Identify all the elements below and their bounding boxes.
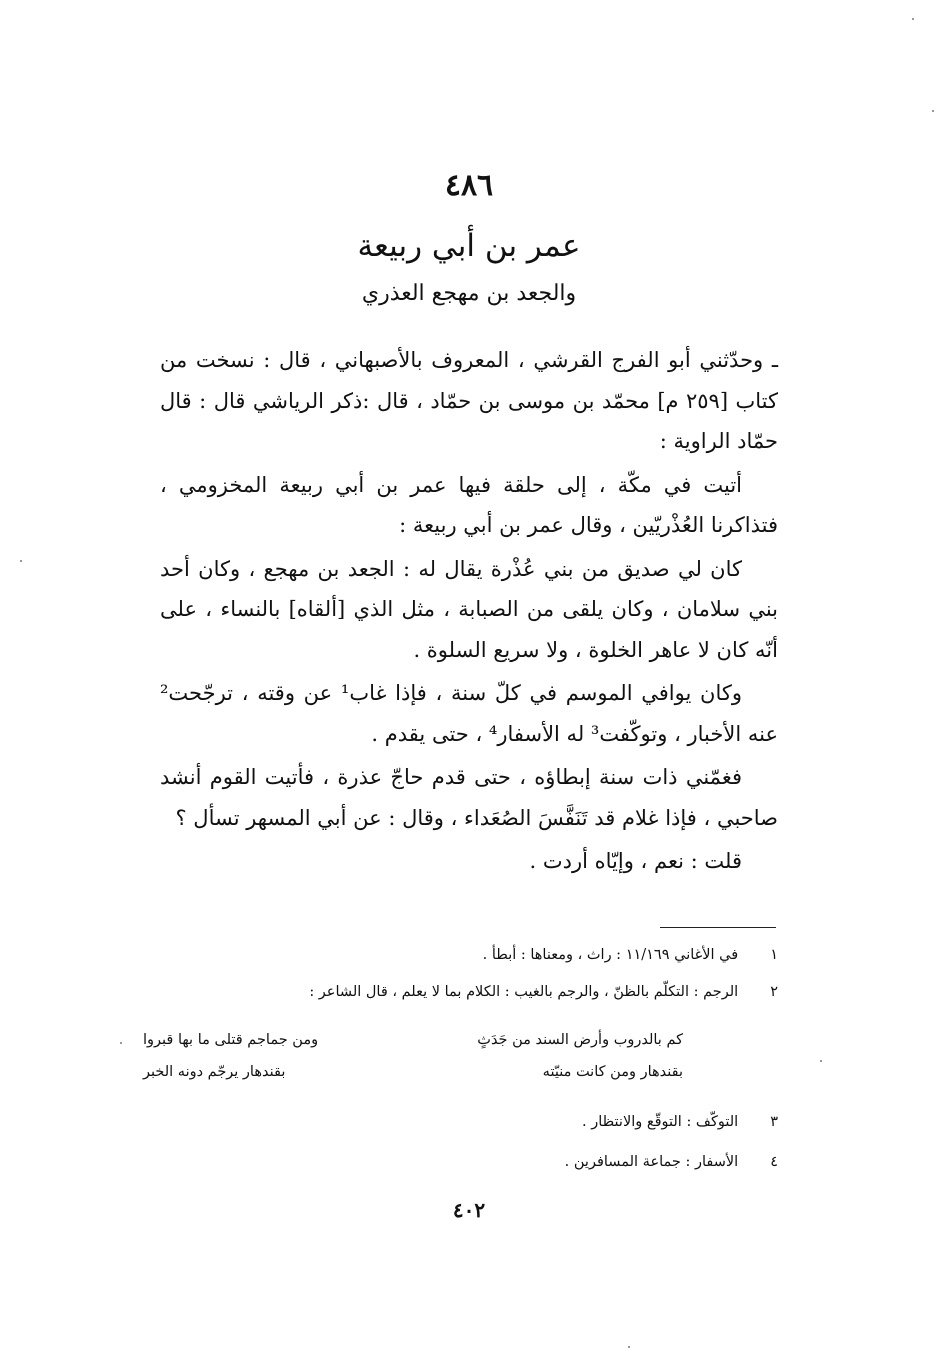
paragraph-1: ـ وحدّثني أبو الفرج القرشي ، المعروف بالأصبهاني ، قال : نسخت من كتاب [٢٥٩ م] محمّد بن موسى بن حمّاد ، قال :ذكر الرياشي قال : قال حمّاد الراوية : <box>160 348 778 453</box>
page-subtitle: والجعد بن مهجع العذري <box>361 281 577 306</box>
footnote-text: في الأغاني ١١/١٦٩ : راث ، ومعناها : أبطأ . <box>482 947 739 963</box>
footnote-number: ١ <box>770 947 778 963</box>
footnote-4 <box>148 1152 778 1172</box>
verse-second-hemistich: ومن جماجم قتلى ما بها قبروا <box>143 1032 319 1048</box>
paper-speck <box>820 1060 822 1062</box>
footnote-text: الرجم : التكلّم بالظنّ ، والرجم بالغيب : الكلام بما لا يعلم ، قال الشاعر : <box>309 984 739 1000</box>
paragraph-3: كان لي صديق من بني عُذْرة يقال له : الجعد بن مهجع ، وكان أحد بني سلامان ، وكان يلقى من الصبابة ، مثل الذي [ألقاه] بالنساء ، على أنّه كان لا عاهر الخلوة ، ولا سريع السلوة . <box>160 556 778 662</box>
paragraph-5: فغمّني ذات سنة إبطاؤه ، حتى قدم حاجّ عذرة ، فأتيت القوم أنشد صاحبي ، فإذا غلام قد تَنَفَّسَ الصُعَداء ، وقال : عن أبي المسهر تسأل ؟ <box>160 765 778 830</box>
paper-speck <box>20 560 22 562</box>
footnote-number: ٣ <box>770 1114 778 1130</box>
footnote-text: التوكّف : التوقّع والانتظار . <box>582 1114 739 1130</box>
poem-verses <box>143 1030 683 1094</box>
verse-first-hemistich: كم بالدروب وأرض السند من جَدَثٍ <box>477 1032 683 1048</box>
footnote-3 <box>148 1112 778 1132</box>
verse-second-hemistich: بقندهار يرجّم دونه الخبر <box>143 1064 286 1080</box>
footnote-2 <box>148 982 778 1002</box>
entry-number: ٤٨٦ <box>444 168 494 203</box>
paper-speck <box>120 1042 122 1044</box>
paper-speck <box>932 110 934 112</box>
paragraph-2: أتيت في مكّة ، إلى حلقة فيها عمر بن أبي ربيعة المخزومي ، فتذاكرنا العُذْريّين ، وقال عمر بن أبي ربيعة : <box>160 472 778 537</box>
page-title: عمر بن أبي ربيعة <box>357 228 581 264</box>
paper-speck <box>912 18 914 20</box>
poem-verse <box>143 1062 683 1082</box>
poem-verse <box>143 1030 683 1050</box>
footnote-1 <box>148 945 778 965</box>
footnote-text: الأسفار : جماعة المسافرين . <box>564 1154 739 1170</box>
body-text <box>160 340 778 882</box>
footnote-number: ٢ <box>770 984 778 1000</box>
page-number: ٤٠٢ <box>452 1198 486 1222</box>
footnote-divider <box>660 927 776 928</box>
footnote-number: ٤ <box>770 1154 778 1170</box>
paragraph-6: قلت : نعم ، وإيّاه أردت . <box>529 849 742 873</box>
paper-speck <box>628 1346 630 1348</box>
verse-first-hemistich: بقندهار ومن كانت منيّته <box>542 1064 683 1080</box>
paragraph-4: وكان يوافي الموسم في كلّ سنة ، فإذا غاب¹ عن وقته ، ترجّحت² عنه الأخبار ، وتوكّفت³ له الأسفار⁴ ، حتى يقدم . <box>160 681 778 746</box>
